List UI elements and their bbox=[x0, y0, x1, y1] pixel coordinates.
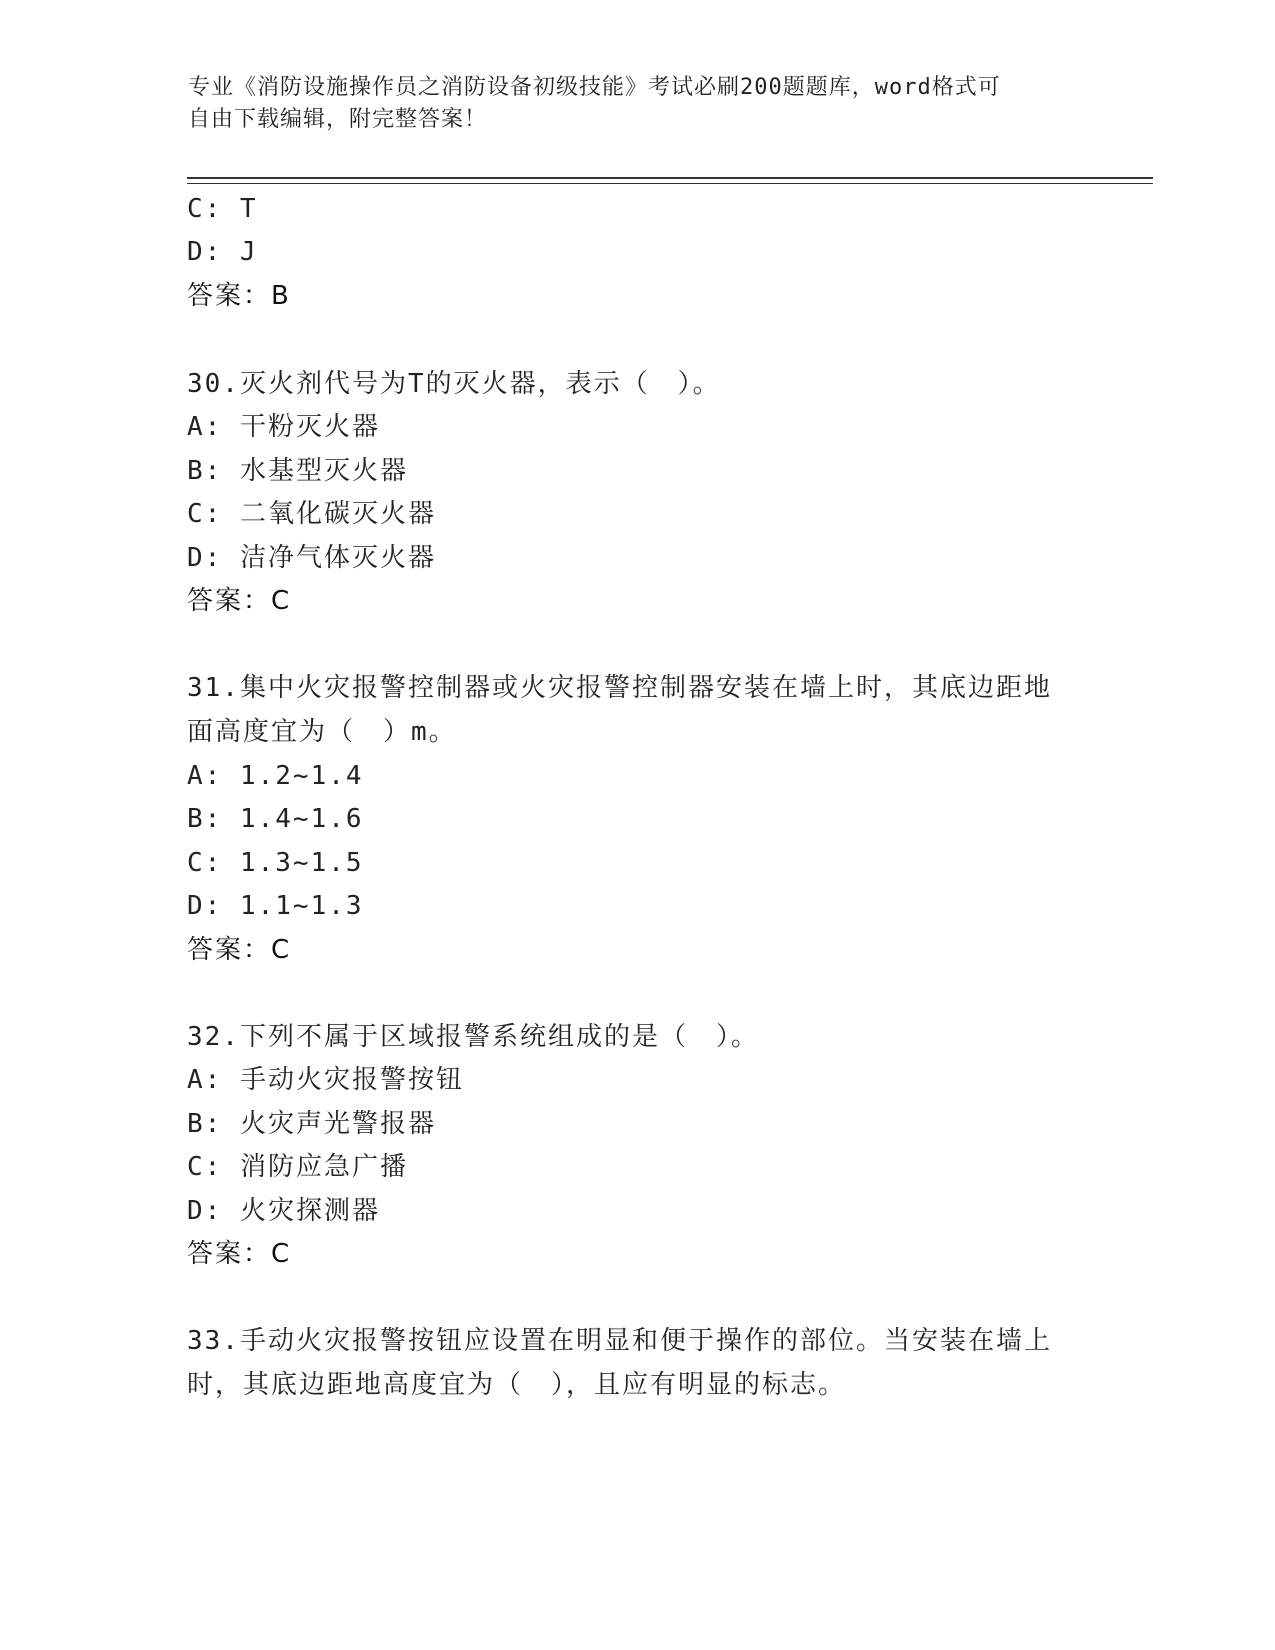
question-stem: 33.手动火灾报警按钮应设置在明显和便于操作的部位。当安装在墙上 bbox=[187, 1326, 1052, 1356]
option-d: D: 火灾探测器 bbox=[187, 1196, 380, 1226]
option-a: A: 1.2~1.4 bbox=[187, 761, 364, 791]
option-c: C: 二氧化碳灭火器 bbox=[187, 499, 436, 529]
option-b: B: 水基型灭火器 bbox=[187, 456, 408, 486]
header-divider-thin bbox=[187, 183, 1153, 184]
question-stem: 32.下列不属于区域报警系统组成的是（ ）。 bbox=[187, 1022, 759, 1052]
header-line-2: 自由下载编辑，附完整答案！ bbox=[188, 107, 488, 132]
option-b: B: 1.4~1.6 bbox=[187, 804, 364, 834]
answer: 答案：B bbox=[187, 281, 291, 311]
header-divider-thick bbox=[187, 177, 1153, 179]
option-a: A: 干粉灭火器 bbox=[187, 412, 380, 442]
option-d: D: J bbox=[187, 237, 258, 267]
answer: 答案：C bbox=[187, 586, 292, 616]
question-stem: 30.灭火剂代号为T的灭火器，表示（ ）。 bbox=[187, 369, 721, 399]
option-b: B: 火灾声光警报器 bbox=[187, 1109, 436, 1139]
document-header bbox=[188, 72, 1068, 136]
answer: 答案：C bbox=[187, 1239, 292, 1269]
option-d: D: 洁净气体灭火器 bbox=[187, 543, 436, 573]
option-d: D: 1.1~1.3 bbox=[187, 891, 364, 921]
option-c: C: T bbox=[187, 194, 258, 224]
question-stem-cont: 面高度宜为（ ）m。 bbox=[187, 717, 457, 747]
option-a: A: 手动火灾报警按钮 bbox=[187, 1065, 464, 1095]
question-stem: 31.集中火灾报警控制器或火灾报警控制器安装在墙上时，其底边距地 bbox=[187, 673, 1052, 703]
answer: 答案：C bbox=[187, 935, 292, 965]
option-c: C: 1.3~1.5 bbox=[187, 848, 364, 878]
header-line-1: 专业《消防设施操作员之消防设备初级技能》考试必刷200题题库，word格式可 bbox=[188, 75, 1001, 100]
option-c: C: 消防应急广播 bbox=[187, 1152, 408, 1182]
question-stem-cont: 时，其底边距地高度宜为（ ），且应有明显的标志。 bbox=[187, 1370, 847, 1400]
